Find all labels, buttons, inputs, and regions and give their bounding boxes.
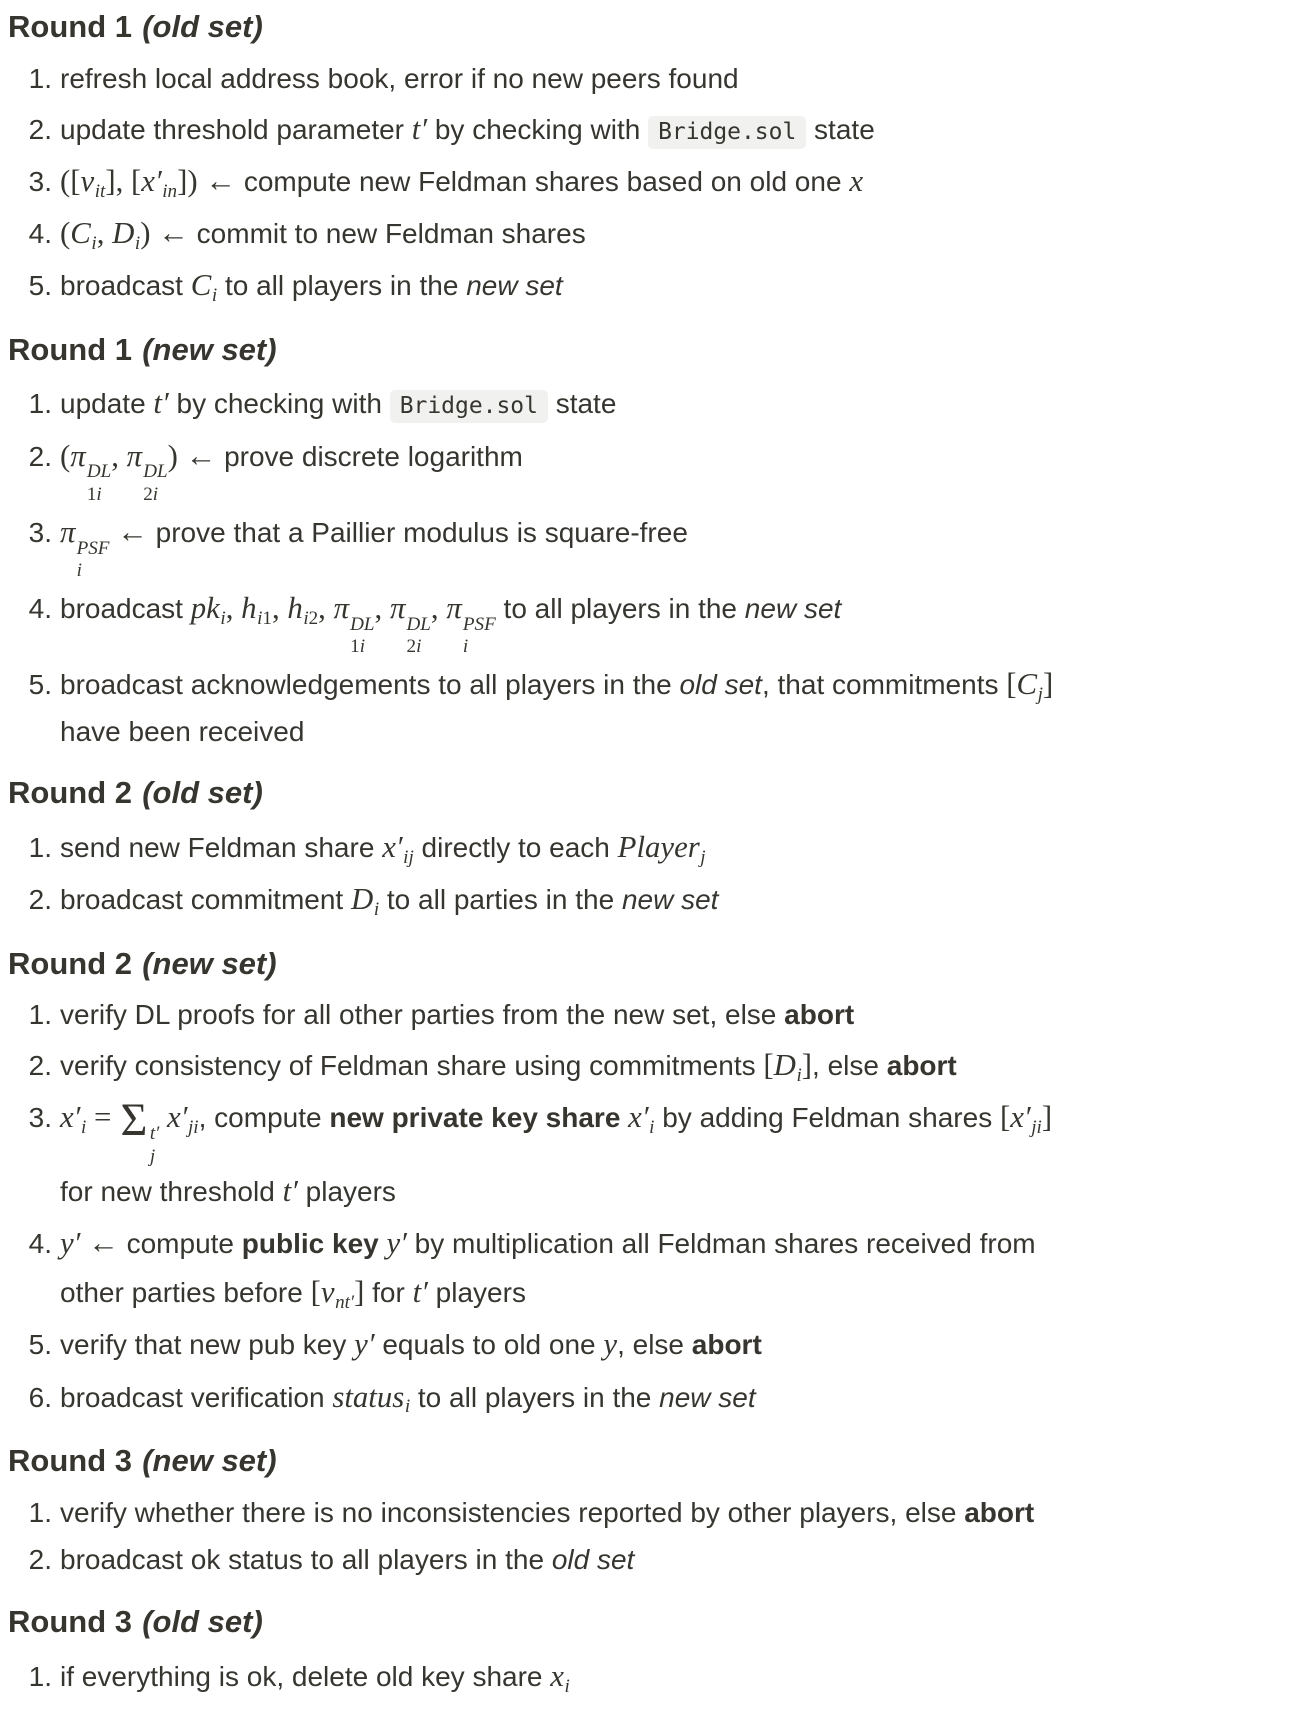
- ordered-list: [8, 57, 1304, 311]
- bold-text: public key: [241, 1227, 387, 1259]
- text-run: verify that new pub key: [60, 1329, 355, 1361]
- math-inline: $pk_i$, $h_{i1}$, $h_{i2}$, π DL 1i , π DL 2i , π PSF i: [190, 591, 496, 658]
- math-inline: $x'_{ij}$: [382, 830, 414, 868]
- text-run: equals to old one: [374, 1329, 604, 1361]
- text-run: broadcast commitment: [60, 884, 351, 916]
- italic-text: new set: [621, 884, 719, 916]
- text-run: state: [806, 113, 875, 145]
- text-run: state: [547, 388, 617, 420]
- heading-qualifier: (new set): [142, 331, 277, 367]
- text-run: by multiplication all Feldman shares received from: [406, 1227, 1036, 1259]
- text-run: players: [427, 1277, 526, 1309]
- ordered-list: [8, 1652, 1304, 1701]
- item-content: [60, 1373, 1304, 1422]
- list-item: [8, 1373, 1304, 1422]
- text-run: , compute: [198, 1102, 330, 1134]
- bold-text: abort: [886, 1050, 957, 1082]
- text-run: to all parties in the: [379, 884, 622, 916]
- text-run: , else: [617, 1329, 692, 1361]
- text-run: broadcast: [60, 270, 191, 302]
- item-content: [60, 508, 1304, 581]
- section-heading: [8, 774, 1304, 813]
- list-item: [8, 432, 1304, 505]
- italic-text: new set: [744, 593, 842, 625]
- math-inline: y′: [354, 1327, 375, 1362]
- heading-title: Round 2: [8, 945, 132, 981]
- italic-text: old set: [679, 669, 762, 701]
- math-inline: $[C_j]$: [1006, 667, 1054, 705]
- text-run: directly to each: [413, 832, 618, 864]
- list-item: [8, 1491, 1304, 1536]
- text-run: other parties before: [60, 1277, 311, 1309]
- list-marker: 6.: [28, 1381, 52, 1413]
- bold-text: abort: [964, 1496, 1035, 1528]
- item-content: [60, 1041, 1304, 1090]
- list-marker: 4.: [28, 218, 52, 250]
- item-content: [60, 993, 1304, 1038]
- list-marker: 2.: [28, 1544, 52, 1576]
- heading-title: Round 2: [8, 775, 132, 811]
- list-marker: 1.: [28, 832, 52, 864]
- math-inline: t′: [282, 1173, 298, 1208]
- item-content: [60, 432, 1304, 505]
- list-marker: 1.: [28, 1496, 52, 1528]
- math-inline: status$_i$: [332, 1379, 411, 1418]
- item-content: [60, 660, 1304, 754]
- text-run: , else: [812, 1050, 887, 1082]
- item-content: [60, 1320, 1304, 1369]
- section-heading: [8, 8, 1304, 47]
- item-content: [60, 157, 1304, 206]
- heading-qualifier: (new set): [142, 945, 277, 981]
- list-marker: 1.: [28, 1661, 52, 1693]
- list-item: [8, 993, 1304, 1038]
- text-run: to all players in the: [410, 1381, 660, 1413]
- math-inline: $[v_{nt'}]$: [310, 1275, 365, 1313]
- list-marker: 1.: [28, 999, 52, 1031]
- math-inline: y′ ←: [60, 1225, 127, 1260]
- text-run: to all players in the: [495, 593, 745, 625]
- list-item: [8, 875, 1304, 924]
- math-inline: $D_i$: [351, 882, 380, 921]
- item-content: [60, 1538, 1304, 1583]
- list-marker: 2.: [28, 884, 52, 916]
- text-run: to all players in the: [217, 270, 467, 302]
- bold-text: abort: [784, 999, 855, 1031]
- list-item: [8, 1652, 1304, 1701]
- text-run: update threshold parameter: [60, 113, 412, 145]
- item-content: [60, 379, 1304, 428]
- text-run: for: [364, 1277, 413, 1309]
- math-inline: $[D_i]$: [763, 1048, 813, 1086]
- list-marker: 2.: [28, 113, 52, 145]
- heading-qualifier: (old set): [142, 9, 263, 44]
- item-content: [60, 209, 1304, 258]
- item-content: [60, 57, 1304, 102]
- text-run: verify whether there is no inconsistencies reported by other players, else: [60, 1496, 965, 1528]
- text-run: refresh local address book, error if no new peers found: [60, 62, 739, 94]
- item-content: [60, 584, 1304, 657]
- text-run: compute: [126, 1227, 242, 1259]
- math-inline: π PSF i ←: [60, 514, 156, 581]
- heading-title: Round 3: [8, 1442, 132, 1478]
- list-marker: 5.: [28, 1329, 52, 1361]
- section-heading: [8, 331, 1304, 370]
- item-content: [60, 1652, 1304, 1701]
- text-run: broadcast: [60, 593, 191, 625]
- heading-qualifier: (new set): [142, 1442, 277, 1478]
- text-run: by adding Feldman shares: [654, 1102, 1000, 1134]
- math-inline: t′: [153, 386, 169, 421]
- item-content: [60, 261, 1304, 310]
- math-inline: ($[v_{it}]$, $[x'_{in}]$) ←: [60, 163, 244, 202]
- section-heading: [8, 1442, 1304, 1481]
- text-run: verify DL proofs for all other parties from the new set, else: [60, 999, 785, 1031]
- item-content: [60, 1491, 1304, 1536]
- text-run: players: [297, 1175, 396, 1207]
- item-content: [60, 105, 1304, 154]
- heading-qualifier: (old set): [142, 775, 263, 811]
- list-marker: 5.: [28, 270, 52, 302]
- list-item: [8, 57, 1304, 102]
- ordered-list: [8, 823, 1304, 925]
- italic-text: old set: [551, 1544, 635, 1576]
- list-item: [8, 1538, 1304, 1583]
- list-marker: 5.: [28, 669, 52, 701]
- math-inline: $C_i$: [190, 268, 218, 307]
- text-run: commit to new Feldman shares: [196, 218, 586, 250]
- math-inline: (π DL 1i , π DL 2i ) ←: [60, 438, 225, 505]
- list-marker: 3.: [28, 1102, 52, 1134]
- math-inline: y′: [386, 1225, 407, 1260]
- math-inline: ($C_i$, $D_i$) ←: [60, 216, 197, 254]
- list-marker: 1.: [28, 62, 52, 94]
- list-item: [8, 157, 1304, 206]
- list-marker: 4.: [28, 593, 52, 625]
- list-marker: 2.: [28, 1050, 52, 1082]
- math-inline: Player$_j$: [617, 830, 706, 868]
- item-content: [60, 1093, 1304, 1215]
- document-body: [8, 8, 1304, 1701]
- list-item: [8, 105, 1304, 154]
- list-item: [8, 379, 1304, 428]
- italic-text: new set: [466, 270, 563, 302]
- list-item: [8, 584, 1304, 657]
- heading-title: Round 3: [8, 1604, 132, 1640]
- ordered-list: [8, 1491, 1304, 1584]
- math-inline: y: [603, 1327, 618, 1362]
- text-run: broadcast ok status to all players in the: [60, 1544, 552, 1576]
- list-item: [8, 1320, 1304, 1369]
- list-item: [8, 1041, 1304, 1090]
- text-run: broadcast acknowledgements to all players in the: [60, 669, 680, 701]
- item-content: [60, 823, 1304, 872]
- item-content: [60, 1219, 1304, 1318]
- section-heading: [8, 1603, 1304, 1642]
- list-item: [8, 1219, 1304, 1318]
- list-marker: 3.: [28, 516, 52, 548]
- text-run: broadcast verification: [60, 1381, 333, 1413]
- italic-text: new set: [659, 1381, 756, 1413]
- text-run: , that commitments: [761, 669, 1007, 701]
- section-heading: [8, 945, 1304, 984]
- text-run: update: [60, 388, 154, 420]
- text-run: compute new Feldman shares based on old one: [243, 165, 850, 197]
- text-run: verify consistency of Feldman share using commitments: [60, 1050, 764, 1082]
- math-inline: $x'_i = \Sigma$ t′ j $x'_{ji}$: [60, 1093, 199, 1167]
- list-marker: 3.: [28, 165, 52, 197]
- list-item: [8, 1093, 1304, 1215]
- math-inline: t′: [411, 111, 428, 146]
- list-marker: 1.: [28, 388, 52, 420]
- text-run: if everything is ok, delete old key share: [60, 1661, 551, 1693]
- list-item: [8, 660, 1304, 754]
- math-inline: x: [849, 163, 863, 198]
- text-run: have been received: [60, 715, 305, 747]
- math-inline: $[x'_{ji}]$: [999, 1100, 1053, 1139]
- math-inline: $x'_i$: [628, 1100, 655, 1139]
- item-content: [60, 875, 1304, 924]
- text-run: by checking with: [427, 113, 649, 145]
- text-run: prove that a Paillier modulus is square-free: [155, 516, 688, 548]
- math-inline: t′: [412, 1275, 428, 1310]
- bold-text: abort: [691, 1329, 762, 1361]
- list-item: [8, 823, 1304, 872]
- list-marker: 2.: [28, 440, 52, 472]
- heading-title: Round 1: [8, 9, 132, 44]
- text-run: by checking with: [168, 388, 390, 420]
- text-run: prove discrete logarithm: [224, 440, 523, 472]
- list-item: [8, 261, 1304, 310]
- heading-title: Round 1: [8, 331, 132, 367]
- list-item: [8, 209, 1304, 258]
- bold-text: new private key share: [329, 1102, 629, 1134]
- list-marker: 4.: [28, 1227, 52, 1259]
- heading-qualifier: (old set): [142, 1604, 263, 1640]
- text-run: for new threshold: [60, 1175, 283, 1207]
- math-inline: $x_i$: [550, 1659, 570, 1697]
- list-item: [8, 508, 1304, 581]
- inline-code: Bridge.sol: [390, 390, 548, 423]
- inline-code: Bridge.sol: [648, 116, 806, 149]
- ordered-list: [8, 379, 1304, 754]
- ordered-list: [8, 993, 1304, 1422]
- text-run: send new Feldman share: [60, 832, 383, 864]
